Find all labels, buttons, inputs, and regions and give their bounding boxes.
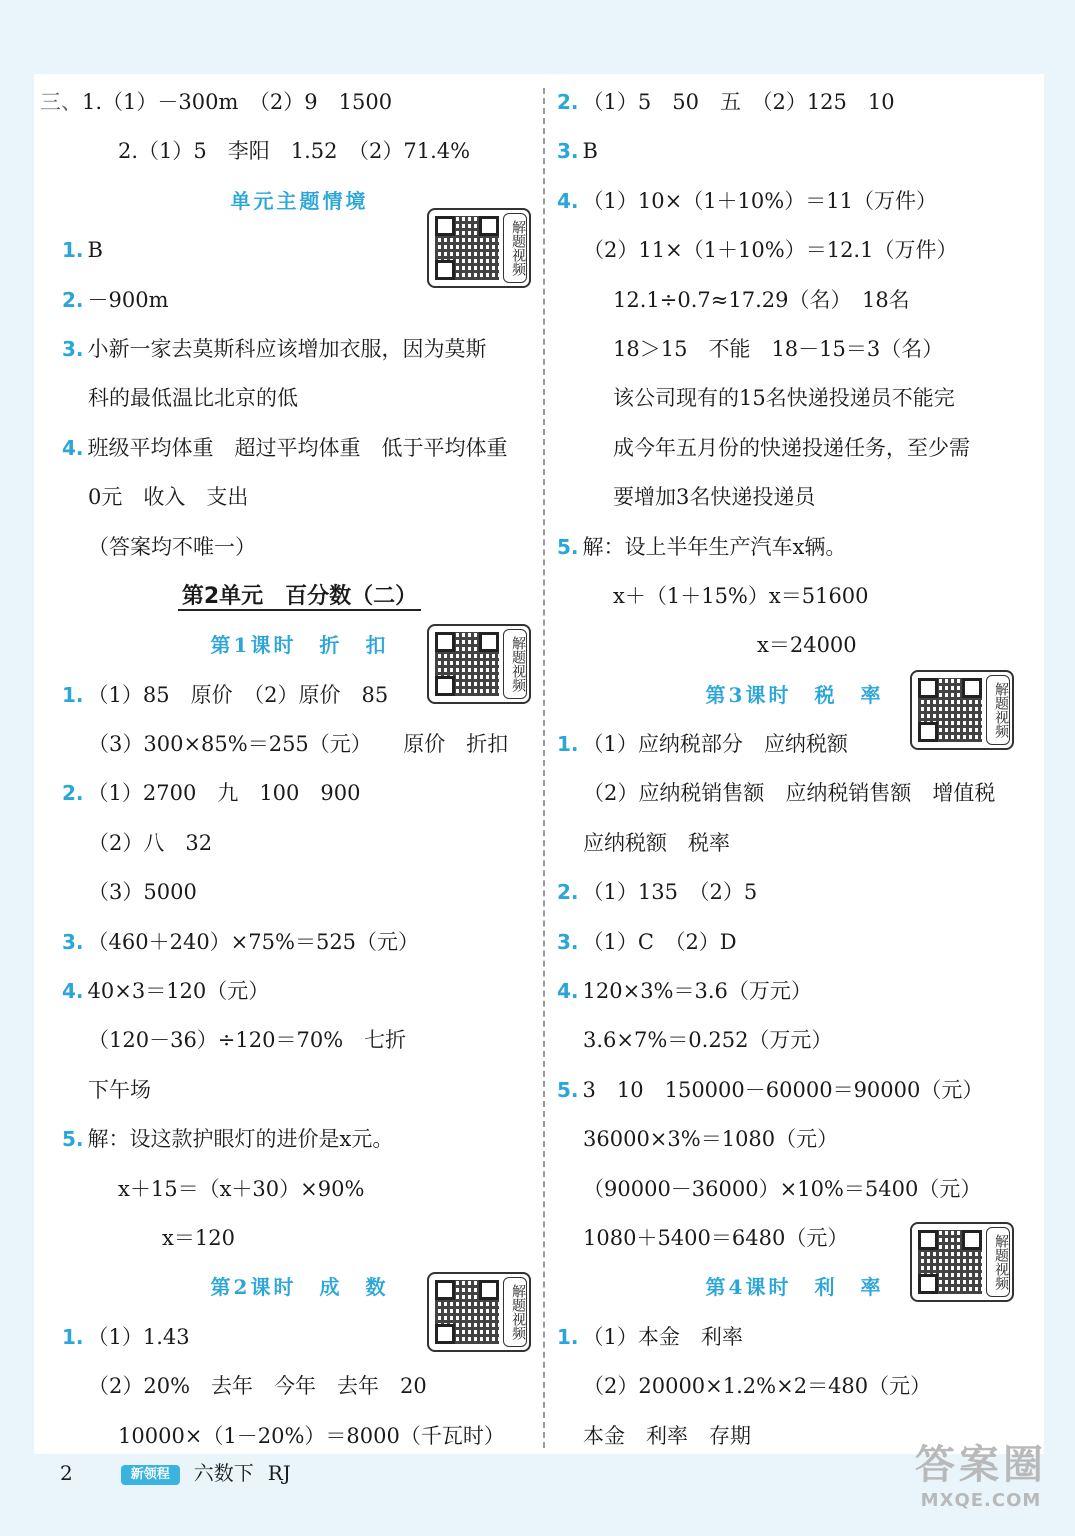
answer-text: （1）5 50 五 （2）125 10: [582, 90, 895, 114]
answer-line: [557, 1066, 1032, 1115]
qr-code-video-solution[interactable]: [427, 208, 531, 288]
answer-line: （答案均不唯一）: [88, 534, 256, 559]
question-number: 3.: [557, 139, 579, 164]
answer-line: 36000×3%＝1080（元）: [583, 1127, 839, 1152]
answer-line: （2）应纳税销售额 应纳税销售额 增值税: [583, 781, 996, 806]
answer-line: [40, 78, 537, 127]
brand-logo: 新领程: [121, 1465, 180, 1485]
answer-line: [62, 325, 537, 374]
question-number: 4.: [557, 188, 579, 213]
answer-text: 1.（1）－300m （2）9 1500: [82, 90, 393, 114]
answer-line: 2.（1）5 李阳 1.52 （2）71.4%: [118, 139, 471, 164]
question-number: 4.: [557, 979, 579, 1004]
answer-text: （1）2700 九 100 900: [87, 781, 361, 806]
answer-text: B: [87, 238, 103, 263]
qr-code-video-solution[interactable]: [910, 1222, 1014, 1302]
column-divider: [543, 88, 545, 1448]
answer-line: [62, 424, 537, 473]
question-number: 3.: [557, 929, 579, 954]
answer-text: B: [582, 139, 598, 164]
answer-text: 3 10 150000－60000＝90000（元）: [582, 1077, 984, 1102]
answer-line: [62, 967, 537, 1016]
watermark: [901, 1440, 1061, 1530]
answer-line: [557, 523, 1032, 572]
answer-text: （1）本金 利率: [582, 1324, 743, 1349]
answer-line: [557, 177, 1032, 226]
answer-line: 0元 收入 支出: [88, 485, 249, 510]
answer-text: （1）C （2）D: [582, 929, 737, 954]
answer-line: 本金 利率 存期: [583, 1423, 751, 1448]
answer-text: 小新一家去莫斯科应该增加衣服，因为莫斯: [87, 336, 487, 361]
lesson-heading: 第3课时 税 率: [705, 682, 884, 707]
question-number: 2.: [62, 781, 84, 806]
watermark-url: MXQE.COM: [920, 1490, 1042, 1511]
answer-line: [557, 918, 1032, 967]
answer-line: [557, 967, 1032, 1016]
qr-label: 解题视频: [986, 675, 1010, 745]
answer-text: （1）135 （2）5: [582, 880, 758, 905]
answer-line: （3）300×85%＝255（元） 原价 折扣: [88, 732, 509, 757]
answer-line: [62, 918, 537, 967]
question-number: 1.: [557, 732, 579, 757]
answer-line: x＋（1＋15%）x＝51600: [613, 583, 869, 608]
answer-text: （1）85 原价 （2）原价 85: [87, 682, 389, 707]
answer-line: 科的最低温比北京的低: [88, 386, 298, 411]
answer-line: （3）5000: [88, 880, 197, 905]
question-number: 5.: [62, 1127, 84, 1152]
answer-line: [557, 78, 1032, 127]
question-number: 2.: [557, 90, 579, 114]
lesson-heading: 第1课时 折 扣: [210, 633, 389, 658]
subject-label: 六数下: [193, 1461, 254, 1485]
qr-label: 解题视频: [503, 629, 527, 699]
answer-line: （2）20000×1.2%×2＝480（元）: [583, 1374, 932, 1399]
answer-line: 1080＋5400＝6480（元）: [583, 1225, 849, 1250]
edition-label: RJ: [267, 1461, 291, 1485]
answer-line: x＝120: [162, 1225, 235, 1250]
answer-text: 解：设上半年生产汽车x辆。: [582, 534, 847, 559]
question-number: 2.: [62, 287, 84, 312]
qr-label: 解题视频: [986, 1227, 1010, 1297]
answer-line: （90000－36000）×10%＝5400（元）: [583, 1176, 982, 1201]
question-number: 1.: [557, 1324, 579, 1349]
qr-label: 解题视频: [503, 213, 527, 283]
qr-label: 解题视频: [503, 1277, 527, 1347]
qr-code-video-solution[interactable]: [427, 624, 531, 704]
question-number: 1.: [62, 1324, 84, 1349]
answer-line: （2）11×（1＋10%）＝12.1（万件）: [583, 238, 958, 263]
question-number: 4.: [62, 979, 84, 1004]
answer-line: 该公司现有的15名快递投递员不能完: [613, 386, 955, 411]
page-footer: [60, 1458, 305, 1488]
answer-text: 40×3＝120（元）: [87, 979, 270, 1004]
qr-code-video-solution[interactable]: [910, 670, 1014, 750]
answer-line: 下午场: [88, 1077, 151, 1102]
question-number: 3.: [62, 929, 84, 954]
answer-line: x＋15＝（x＋30）×90%: [118, 1176, 365, 1201]
answer-line: x＝24000: [757, 633, 857, 658]
question-number: 5.: [557, 1077, 579, 1102]
qr-code-video-solution[interactable]: [427, 1272, 531, 1352]
answer-line: 10000×（1－20%）＝8000（千瓦时）: [118, 1423, 505, 1448]
question-number: 2.: [557, 880, 579, 905]
answer-line: （2）20% 去年 今年 去年 20: [88, 1374, 427, 1399]
watermark-logo: 答案圈: [915, 1442, 1047, 1488]
answer-line: （120－36）÷120＝70% 七折: [88, 1028, 407, 1053]
question-number: 5.: [557, 534, 579, 559]
answer-line: [62, 769, 537, 818]
question-number: 1.: [62, 682, 84, 707]
answer-text: （1）1.43: [87, 1324, 190, 1349]
question-number: 3.: [62, 336, 84, 361]
answer-line: 成今年五月份的快递投递任务，至少需: [613, 435, 970, 460]
unit-title-text: 第2单元 百分数（二）: [178, 584, 421, 611]
answer-line: [62, 1115, 537, 1164]
answer-line: 18＞15 不能 18－15＝3（名）: [613, 336, 944, 361]
answer-text: 班级平均体重 超过平均体重 低于平均体重: [87, 435, 508, 460]
answer-text: －900m: [87, 287, 169, 312]
answer-line: [557, 1313, 1032, 1362]
answer-text: （1）应纳税部分 应纳税额: [582, 732, 848, 757]
page-number: 2: [60, 1461, 73, 1485]
question-number: 1.: [62, 238, 84, 263]
answer-line: （2）八 32: [88, 830, 213, 855]
answer-line: 要增加3名快递投递员: [613, 485, 816, 510]
question-number: 4.: [62, 435, 84, 460]
lesson-heading: 第2课时 成 数: [210, 1275, 389, 1300]
answer-text: 解：设这款护眼灯的进价是x元。: [87, 1127, 394, 1152]
answer-line: 12.1÷0.7≈17.29（名） 18名: [613, 287, 910, 312]
unit-title: [62, 572, 537, 621]
section-prefix: 三、: [40, 90, 82, 114]
answer-text: （1）10×（1＋10%）＝11（万件）: [582, 188, 937, 213]
lesson-heading: 第4课时 利 率: [705, 1275, 884, 1300]
answer-text: （460＋240）×75%＝525（元）: [87, 929, 420, 954]
answer-line: [557, 868, 1032, 917]
section-heading: 单元主题情境: [230, 188, 369, 213]
answer-line: [557, 127, 1032, 176]
answer-line: 应纳税额 税率: [583, 830, 730, 855]
answer-text: 120×3%＝3.6（万元）: [582, 979, 812, 1004]
answer-line: 3.6×7%＝0.252（万元）: [583, 1028, 833, 1053]
